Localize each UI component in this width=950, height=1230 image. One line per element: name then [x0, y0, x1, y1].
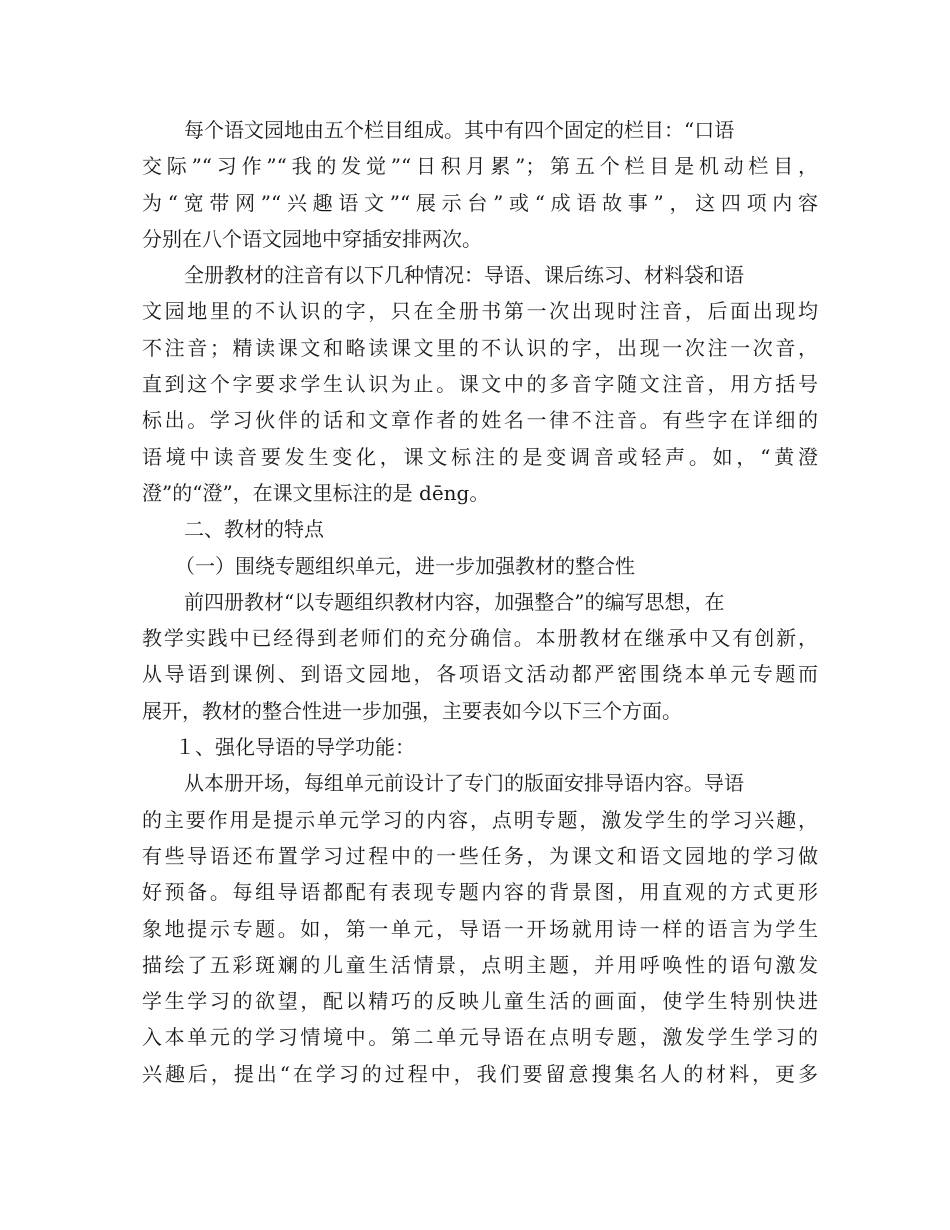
line-text: 语境中读音要发生变化，课文标注的是变调音或轻声。如，“黄澄	[142, 444, 818, 469]
text-line	[142, 1056, 818, 1092]
text-line	[142, 911, 818, 947]
text-line	[142, 765, 818, 801]
text-line	[142, 402, 818, 438]
text-line	[142, 802, 818, 838]
line-text: 的主要作用是提示单元学习的内容，点明专题，激发学生的学习兴趣，	[142, 807, 818, 832]
line-text: 二、教材的特点	[184, 517, 324, 542]
line-text: １、强化导语的导学功能：	[175, 735, 415, 760]
text-line	[142, 185, 818, 221]
text-line	[142, 693, 818, 729]
line-text: 为“宽带网”“兴趣语文”“展示台”或“成语故事”，这四项内容	[142, 190, 818, 215]
text-line	[142, 148, 818, 184]
text-line	[142, 584, 818, 620]
subsection-heading	[142, 729, 818, 765]
line-text: 全册教材的注音有以下几种情况：导语、课后练习、材料袋和语	[184, 263, 744, 288]
text-line	[142, 221, 818, 257]
text-line	[142, 366, 818, 402]
text-line	[142, 947, 818, 983]
text-line	[142, 293, 818, 329]
text-line	[142, 257, 818, 293]
text-line	[142, 475, 818, 511]
line-text: 兴趣后，提出“在学习的过程中，我们要留意搜集名人的材料，更多	[142, 1061, 818, 1086]
text-line	[142, 330, 818, 366]
line-text: 交际”“习作”“我的发觉”“日积月累”；第五个栏目是机动栏目，	[142, 154, 818, 179]
text-line	[142, 620, 818, 656]
line-text: 直到这个字要求学生认识为止。课文中的多音字随文注音，用方括号	[142, 372, 818, 397]
text-line	[142, 656, 818, 692]
text-line	[142, 838, 818, 874]
line-text: 从本册开场，每组单元前设计了专门的版面安排导语内容。导语	[184, 771, 744, 796]
line-text: （一）围绕专题组织单元，进一步加强教材的整合性	[175, 553, 635, 578]
line-text: 学生学习的欲望，配以精巧的反映儿童生活的画面，使学生特别快进	[142, 989, 818, 1014]
line-text: 前四册教材“以专题组织教材内容，加强整合”的编写思想，在	[184, 589, 725, 614]
line-text: 展开，教材的整合性进一步加强，主要表如今以下三个方面。	[142, 698, 682, 723]
line-text: 不注音；精读课文和略读课文里的不认识的字，出现一次注一次音，	[142, 335, 818, 360]
text-line	[142, 439, 818, 475]
line-text: 文园地里的不认识的字，只在全册书第一次出现时注音，后面出现均	[142, 299, 818, 324]
line-text: 每个语文园地由五个栏目组成。其中有四个固定的栏目：“口语	[184, 118, 735, 142]
line-text: 好预备。每组导语都配有表现专题内容的背景图，用直观的方式更形	[142, 880, 818, 905]
line-text: 入本单元的学习情境中。第二单元导语在点明专题，激发学生学习的	[142, 1025, 818, 1050]
line-text: 教学实践中已经得到老师们的充分确信。本册教材在继承中又有创新，	[142, 626, 818, 651]
line-text: 从导语到课例、到语文园地，各项语文活动都严密围绕本单元专题而	[142, 662, 818, 687]
line-text: 澄”的“澄”，在课文里标注的是 dēng。	[142, 480, 490, 505]
text-line	[142, 1019, 818, 1055]
line-text: 描绘了五彩斑斓的儿童生活情景，点明主题，并用呼唤性的语句激发	[142, 952, 818, 977]
line-text: 象地提示专题。如，第一单元，导语一开场就用诗一样的语言为学生	[142, 916, 818, 941]
subsection-heading	[142, 548, 818, 584]
text-line	[142, 874, 818, 910]
document-body	[142, 112, 818, 1092]
line-text: 有些导语还布置学习过程中的一些任务，为课文和语文园地的学习做	[142, 843, 818, 868]
text-line	[142, 983, 818, 1019]
line-text: 分别在八个语文园地中穿插安排两次。	[142, 226, 482, 251]
text-line	[142, 112, 818, 148]
section-heading	[142, 511, 818, 547]
line-text: 标出。学习伙伴的话和文章作者的姓名一律不注音。有些字在详细的	[142, 408, 818, 433]
